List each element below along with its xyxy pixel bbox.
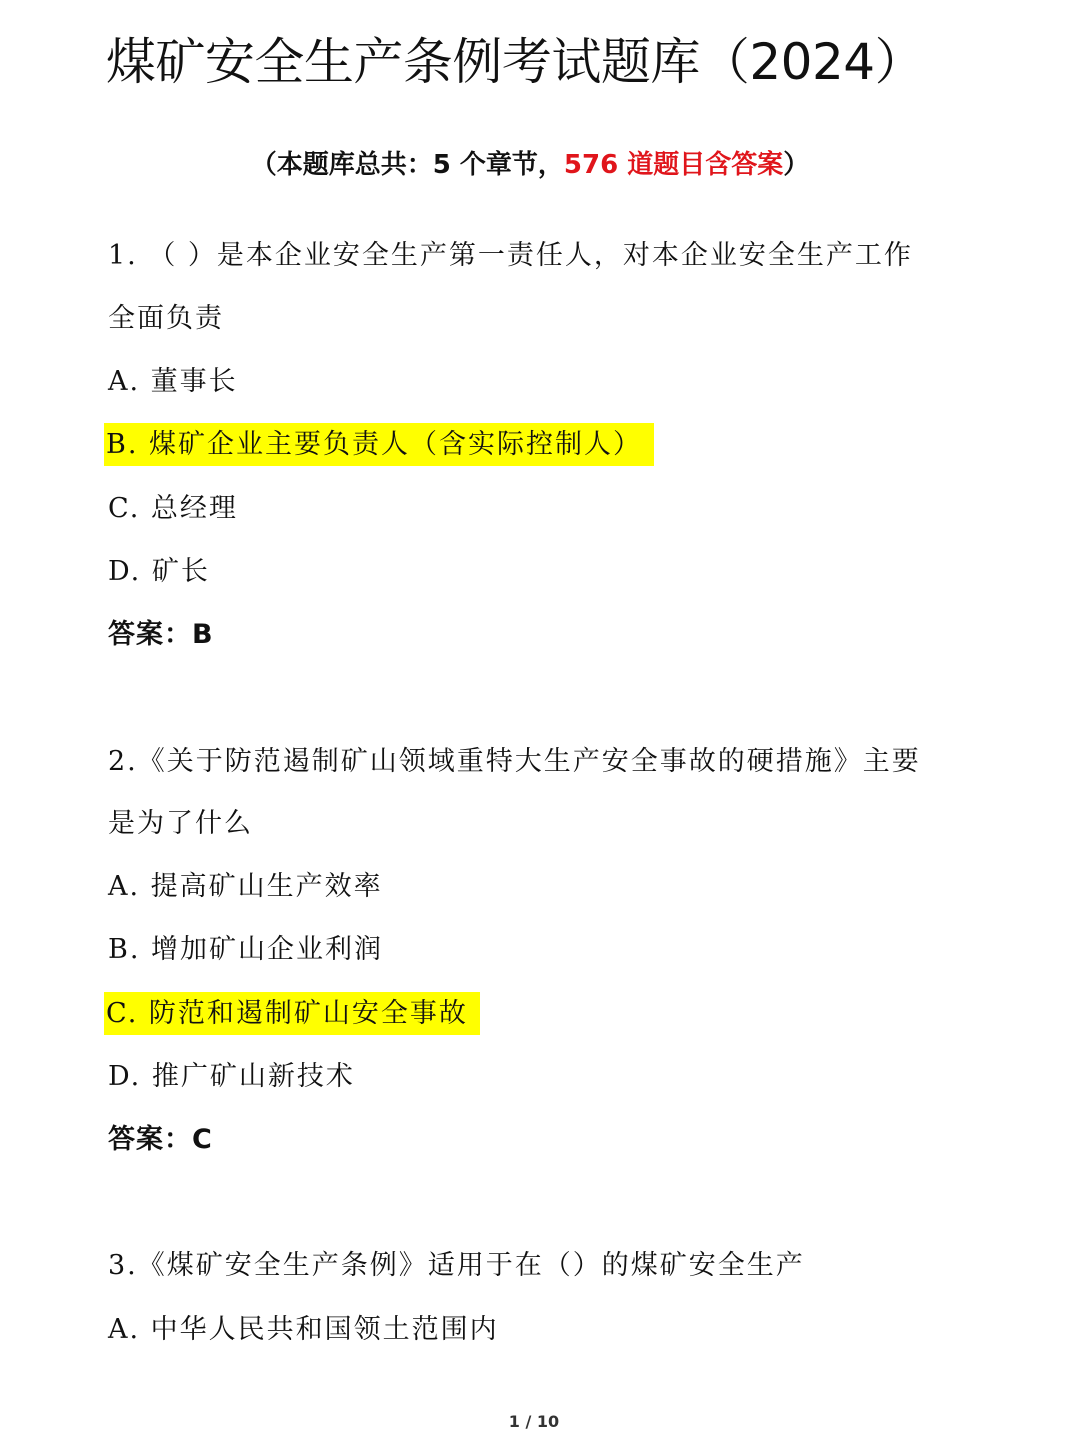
subtitle-suffix: ） [783,150,810,180]
document-title: 煤矿安全生产条例考试题库（2024） [105,33,925,91]
question-1-option-d: D. 矿长 [108,556,210,587]
page-indicator: 1 / 10 [508,1412,560,1431]
highlighted-correct-option: C. 防范和遏制矿山安全事故 [104,992,480,1035]
question-2-answer: 答案：C [108,1124,213,1155]
highlighted-correct-option: B. 煤矿企业主要负责人（含实际控制人） [104,423,654,466]
question-1-stem-line2: 全面负责 [108,303,224,334]
question-2-option-c [108,996,480,1032]
question-1-option-b [108,427,654,463]
question-2-option-b: B. 增加矿山企业利润 [108,934,384,965]
question-3-stem-line1: 3.《煤矿安全生产条例》适用于在（）的煤矿安全生产 [108,1250,805,1281]
question-1-option-c: C. 总经理 [108,493,238,524]
document-subtitle [0,144,1060,181]
question-1-option-a: A. 董事长 [108,366,238,397]
subtitle-question-count: 576 道题目含答案 [563,150,784,180]
question-1-answer: 答案：B [108,619,214,650]
question-3-option-a: A. 中华人民共和国领土范围内 [108,1314,499,1345]
question-2-option-a: A. 提高矿山生产效率 [108,871,383,902]
subtitle-prefix: （本题库总共：5 个章节， [250,150,564,180]
question-2-stem-line1: 2.《关于防范遏制矿山领域重特大生产安全事故的硬措施》主要 [108,746,921,777]
question-2-stem-line2: 是为了什么 [108,808,253,839]
question-2-option-d: D. 推广矿山新技术 [108,1061,355,1092]
question-1-stem-line1: 1. （ ）是本企业安全生产第一责任人，对本企业安全生产工作 [108,240,913,271]
